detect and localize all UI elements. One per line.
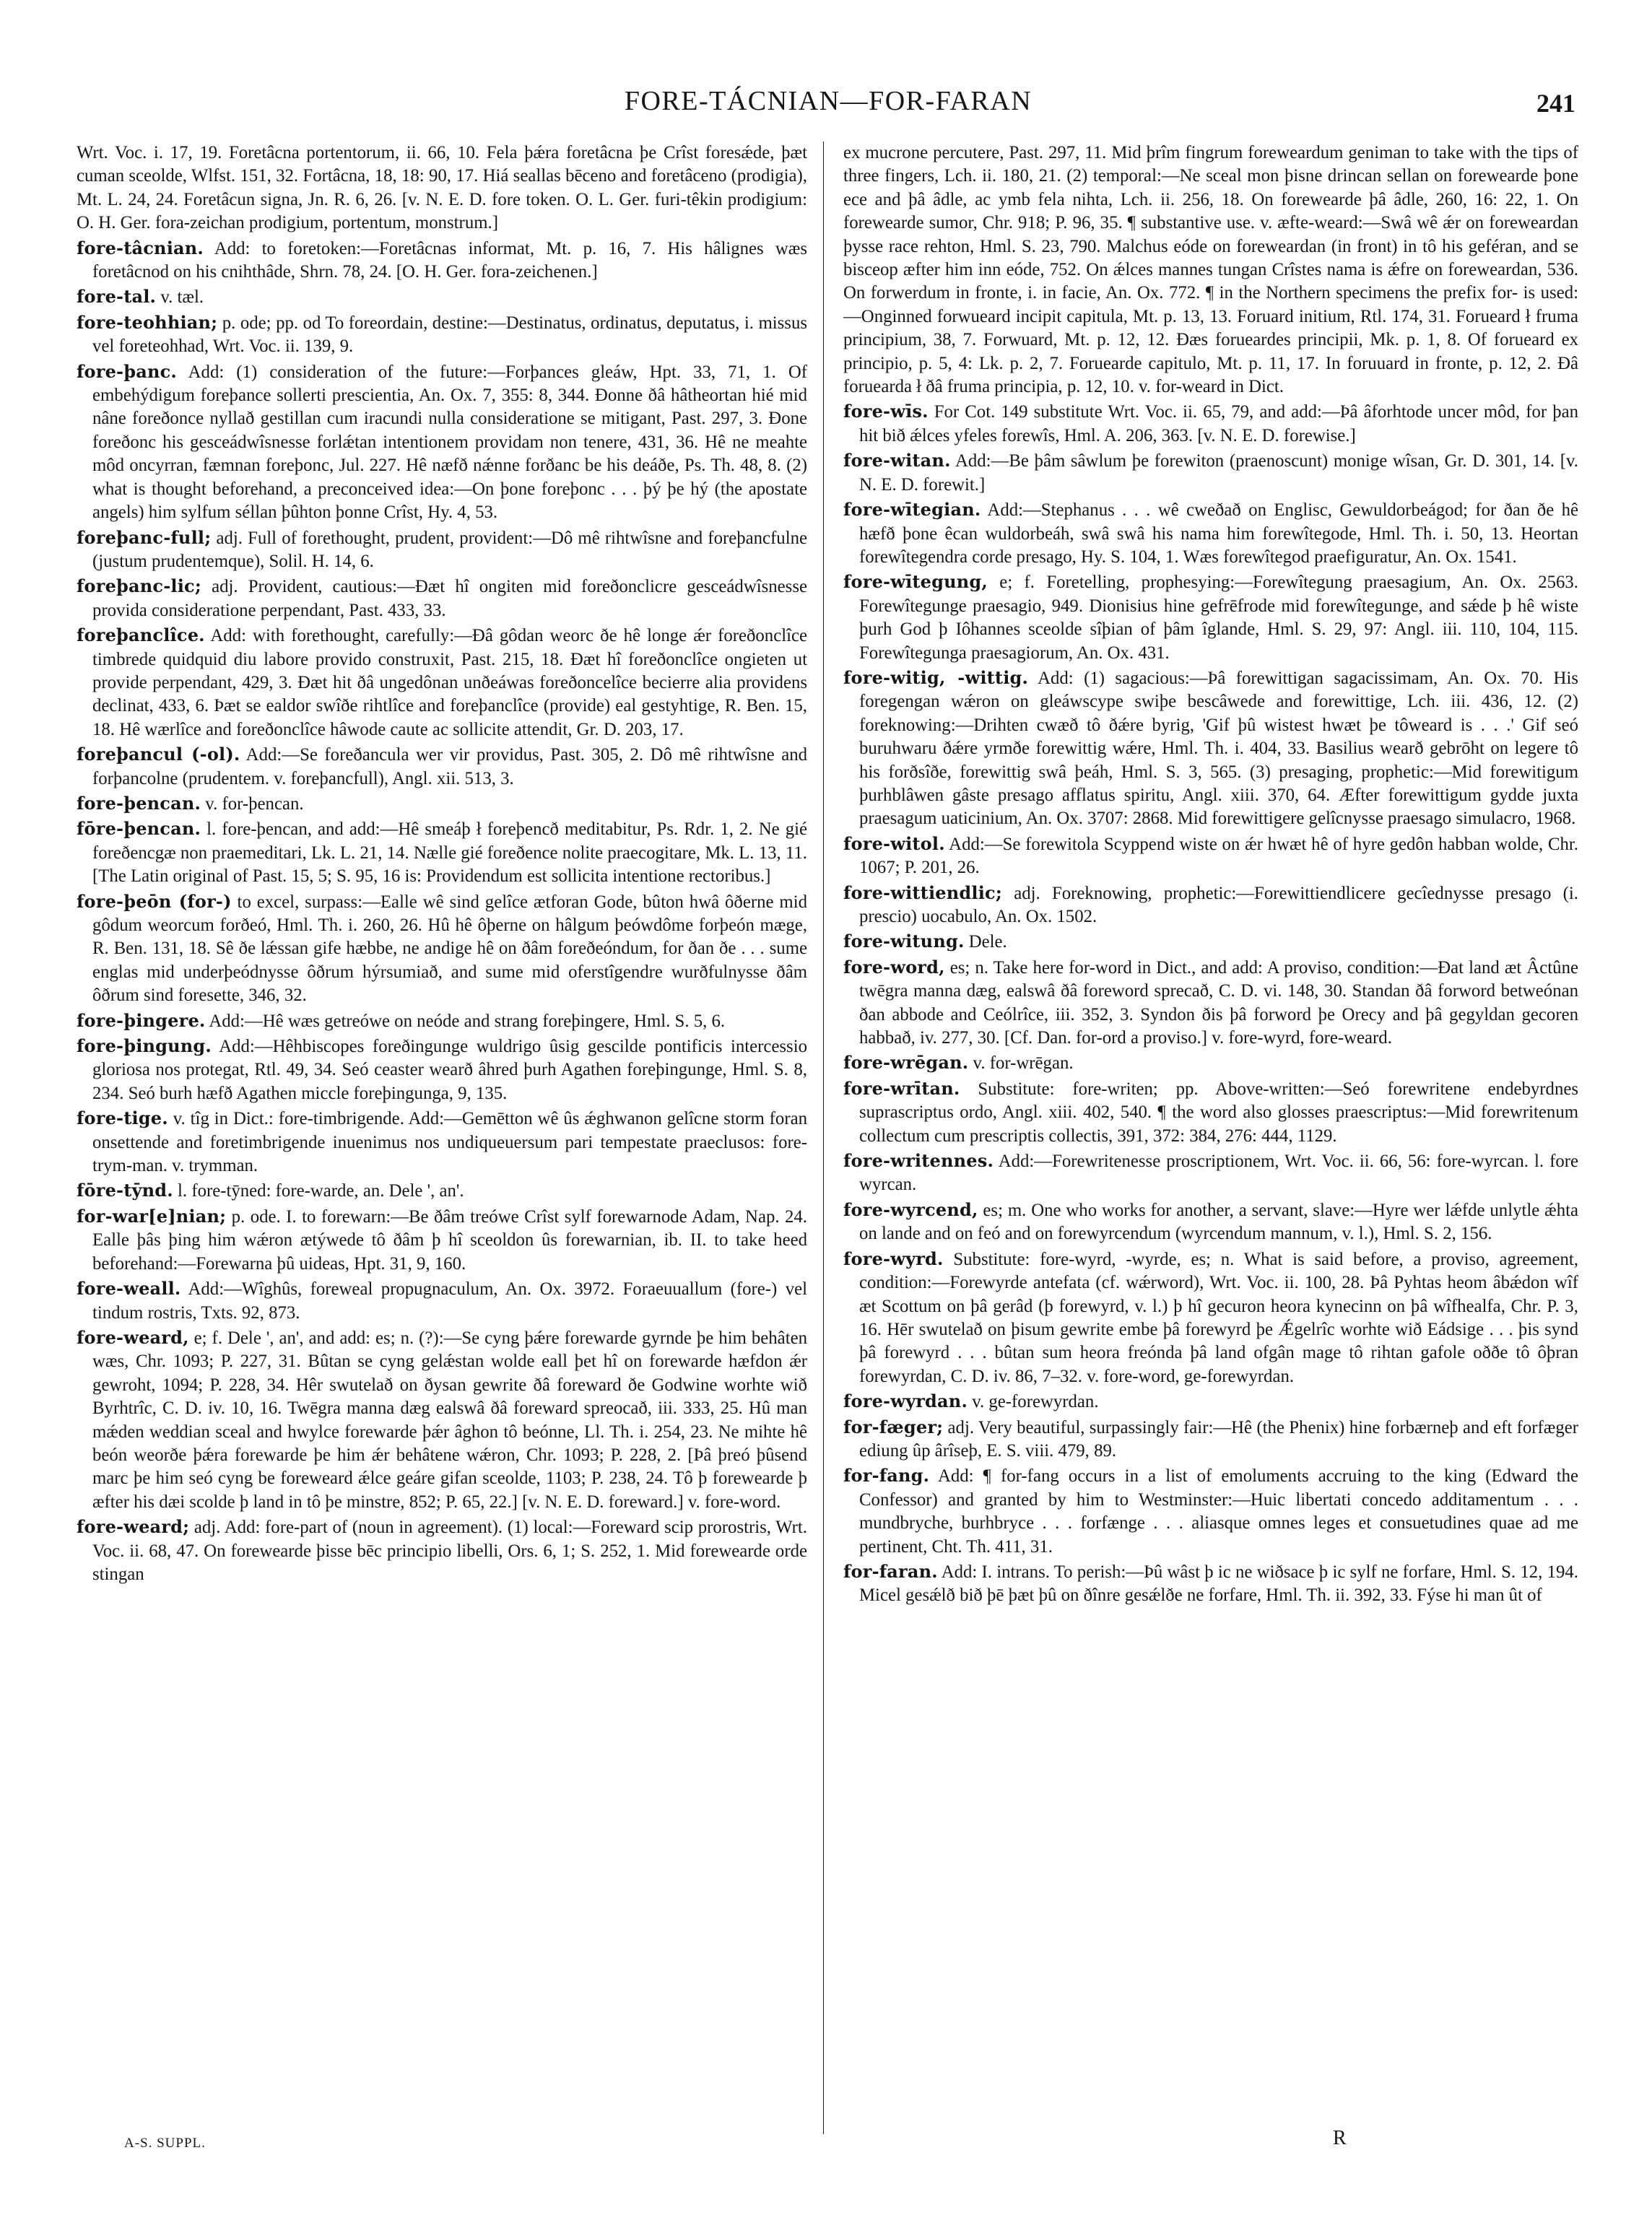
entry-text: Dele. xyxy=(964,932,1007,952)
dictionary-entry xyxy=(843,1560,1578,1608)
entry-headword: fore-wittiendlic; xyxy=(843,882,1002,903)
entry-text: Add: ¶ for-fang occurs in a list of emoluments accruing to the king (Edward the Confessor) and granted by him to Westminster:—Huic libertati concedo additamentum . . . mundbryche, burhbryce . . . forfænge . . . aliasque omnes leges et consuetudines quae ad me pertinent, Cht. Th. 411, 31. xyxy=(859,1466,1578,1557)
entry-text: For Cot. 149 substitute Wrt. Voc. ii. 65, 79, and add:—Þâ âforhtode uncer môd, for þan hit bið ǽlces yfeles forewîs, Hml. A. 206, 363. [v. N. E. D. forewise.] xyxy=(859,402,1578,445)
entry-text: Wrt. Voc. i. 17, 19. Foretâcna portentorum, ii. 66, 10. Fela þǽra foretâcna þe Crîst foresǽde, þæt cuman sceolde, Wlfst. 151, 32. Fortâcna, 18, 18: 90, 17. Hiá seallas bēceno and foretâceno (prodigia), Mt. L. 24, 24. Foretâcun signa, Jn. R. 6, 26. [v. N. E. D. fore token. O. L. Ger. furi-têkin prodigium: O. H. Ger. fora-zeichan prodigium, portentum, monstrum.] xyxy=(77,143,807,233)
entry-headword: fore-witan. xyxy=(843,450,951,471)
dictionary-entry xyxy=(843,498,1578,569)
entry-text: v. tîg in Dict.: fore-timbrigende. Add:—Gemētton wê ûs ǽghwanon gelîcne storm foran onsettende and foretimbrigende inuenimus nos undiqueuersum pari tempestate praeclusos: fore-trym-man. v. trymman. xyxy=(92,1109,807,1176)
entry-headword: fore-weall. xyxy=(77,1278,181,1300)
dictionary-entry xyxy=(77,575,807,622)
entry-headword: fōre-tȳnd. xyxy=(77,1180,173,1201)
entry-text: adj. Provident, cautious:—Ðæt hî ongiten mid foreðonclicre gesceádwîsnesse provida consideratione perpendant, Past. 433, 33. xyxy=(92,577,807,620)
dictionary-entry xyxy=(77,285,807,309)
entry-text: Add: (1) consideration of the future:—Forþances gleáw, Hpt. 33, 71, 1. Of embehýdigum foreþance sollerti prescientia, An. Ox. 7, 355: 8, 344. Ðonne ðâ hâtheortan hié mid nâne foreðonce nyllað gestillan cum iracundi nulla consideratione se mitigant, Past. 297, 3. Ðone foreðonc his gesceádwîsnesse forlǽtan intentionem providam non tenere, 431, 36. Hê ne meahte môd oncyrran, fæmnan foreþonc, Jul. 227. Hê næfð nǽnne forðanc be his deáðe, Ps. Th. 48, 8. (2) what is thought beforehand, a preconceived idea:—On þone foreþonc . . . þý þe hý (the apostate angels) him sylfum séllan þûhton þonne Crîst, Hy. 4, 53. xyxy=(92,362,807,523)
entry-headword: foreþancul (-ol). xyxy=(77,744,240,765)
dictionary-entry xyxy=(843,1051,1578,1075)
entry-headword: for-fæger; xyxy=(843,1416,944,1437)
entry-text: Add: I. intrans. To perish:—Þû wâst þ ic ne wiðsace þ ic sylf ne forfare, Hml. S. 12, 194. Micel gesǽlð bið þē þæt þû on ðînre gesǽlðe ne forfare, Hml. Th. ii. 392, 33. Fýse hi man ût of xyxy=(859,1562,1578,1606)
entry-text: Add:—Forewritenesse proscriptionem, Wrt. Voc. ii. 66, 56: fore-wyrcan. l. fore wyrcan. xyxy=(859,1152,1578,1195)
entry-headword: foreþanc-lic; xyxy=(77,575,201,597)
entry-text: Substitute: fore-writen; pp. Above-written:—Seó forewritene endebyrdnes suprascriptus ordo, Angl. xiii. 402, 540. ¶ the word also glosses praescriptus:—Mid forewritenum collectum cum prescriptis collectis, 391, 372: 384, 276: 444, 1129. xyxy=(859,1079,1578,1146)
entry-text: e; f. Dele ', an', and add: es; n. (?):—Se cyng þǽre forewarde gyrnde þe him behâten wæs, Chr. 1093; P. 227, 31. Bûtan se cyng gelǽstan wolde eall þet hî on forewarde hæfdon ǽr gewroht, 1094; P. 228, 34. Hêr swutelað on ðysan gewrite ðâ foreward ðe Godwine worhte wið Byrhtrîc, C. D. iv. 10, 16. Twēgra manna dæg ealswâ ðâ foreward spreocað, iii. 333, 25. Hû man mǽden weddian sceal and hwylce forewarde þǽr âghon tô beónne, Ll. Th. i. 254, 23. Ne mihte hê beón weorðe þǽra forewarde þe him ǽr behâtene wǽron, Chr. 1093; P. 228, 2. [Þâ þreó þûsend marc þe him seó cyng be foreweard ǽlce geáre gifan sceolde, 1103; P. 238, 24. Tô þ forewearde þ æfter his dæi scolde þ land in tô þe minstre, 852; P. 65, 22.] [v. N. E. D. foreward.] v. fore-word. xyxy=(92,1328,807,1512)
entry-text: v. for-wrēgan. xyxy=(968,1053,1074,1074)
entry-text: Substitute: fore-wyrd, -wyrde, es; n. What is said before, a proviso, agreement, condition:—Forewyrde antefata (cf. wǽrword), Wrt. Voc. ii. 100, 28. Þâ Pyhtas heom âbǽdon wîf æt Scottum on þâ gerâd (þ forewyrd, v. l.) þ hî gecuron heora kynecinn on þâ wîfhealfa, Chr. P. 3, 16. Hēr swutelað on þisum gewrite embe þâ forewyrd þe Ǽgelrîc worhte wið Eádsige . . . þis synd þâ forewyrd . . . bûtan sum heora freónda þâ land ofgân mage tô rihtan gafole oððe tô ôþran forewyrdan, C. D. iv. 86, 7–32. v. fore-word, ge-forewyrdan. xyxy=(859,1249,1578,1386)
dictionary-entry xyxy=(77,792,807,816)
entry-headword: fore-wyrcend, xyxy=(843,1198,978,1220)
entry-headword: fore-wrītan. xyxy=(843,1077,960,1099)
dictionary-entry xyxy=(77,142,807,235)
entry-headword: fore-wītegung, xyxy=(843,571,988,593)
dictionary-entry xyxy=(843,1248,1578,1388)
entry-text: l. fore-þencan, and add:—Hê smeáþ ł foreþencð meditabitur, Ps. Rdr. 1, 2. Ne gié foreðencgæ non praemeditari, Lk. L. 21, 14. Nælle gié foreðence nolite praecogitare, Mk. L. 13, 11. [The Latin original of Past. 15, 5; S. 95, 16 is: Providendum est sollicita intentione rectoribus.] xyxy=(92,819,807,887)
dictionary-entry xyxy=(77,1035,807,1105)
entry-headword: fore-wīs. xyxy=(843,401,929,422)
entry-headword: fore-tâcnian. xyxy=(77,237,204,258)
dictionary-entry xyxy=(843,1390,1578,1414)
dictionary-entry xyxy=(843,882,1578,929)
dictionary-entry xyxy=(77,311,807,359)
entry-headword: fore-witol. xyxy=(843,832,945,854)
dictionary-entry xyxy=(77,1515,807,1586)
entry-text: v. ge-forewyrdan. xyxy=(968,1392,1099,1412)
entry-text: l. fore-tȳned: fore-warde, an. Dele ', an'. xyxy=(173,1181,464,1201)
dictionary-entry xyxy=(77,1179,807,1203)
entry-headword: fore-wītegian. xyxy=(843,499,981,521)
entry-text: es; n. Take here for-word in Dict., and add: A proviso, condition:—Ðat land æt Âctûne twēgra manna dæg, ealswâ ðâ foreword sprecað, C. D. vi. 148, 30. Standan ðâ forword betweónan ðan abbode and Ceólrîce, iii. 352, 3. Syndon ðis þâ forword þe Orecy and þâ gegyldan gecoren habbað, iv. 277, 30. [Cf. Dan. for-ord a proviso.] v. fore-wyrd, fore-weard. xyxy=(859,957,1578,1048)
entry-headword: fore-wyrdan. xyxy=(843,1391,968,1412)
signature-mark: R xyxy=(1333,2127,1347,2149)
entry-text: Add:—Se forewitola Scyppend wiste on ǽr hwæt hê of hyre gedôn habban wolde, Chr. 1067; P. 201, 26. xyxy=(859,834,1578,878)
entry-text: Add:—Hê wæs getreówe on neóde and strang foreþingere, Hml. S. 5, 6. xyxy=(205,1011,726,1031)
entry-text: Add:—Se foreðancula wer vir providus, Past. 305, 2. Dô mê rihtwîsne and forþancolne (prudentem. v. foreþancfull), Angl. xii. 513, 3. xyxy=(92,745,807,788)
entry-headword: foreþanc-full; xyxy=(77,526,212,548)
dictionary-entry xyxy=(843,449,1578,497)
dictionary-entry xyxy=(77,1009,807,1033)
dictionary-entry xyxy=(77,1326,807,1514)
entry-headword: fore-witig, -wittig. xyxy=(843,666,1029,688)
entry-headword: fore-weard, xyxy=(77,1326,189,1348)
dictionary-entry xyxy=(843,832,1578,880)
dictionary-entry xyxy=(77,624,807,741)
entry-headword: fore-þeōn (for-) xyxy=(77,890,232,912)
dictionary-entry xyxy=(77,743,807,791)
entry-headword: fore-þencan. xyxy=(77,792,201,814)
entry-headword: fore-teohhian; xyxy=(77,311,218,333)
dictionary-entry xyxy=(77,360,807,525)
entry-headword: fore-þanc. xyxy=(77,360,177,382)
entry-text: p. ode; pp. od To foreordain, destine:—Destinatus, ordinatus, deputatus, i. missus vel foreteohhad, Wrt. Voc. ii. 139, 9. xyxy=(92,313,807,357)
entry-text: Add:—Hêhbiscopes foreðingunge wuldrigo ûsig gescilde pontificis intercessio gloriosa nos protegat, Rtl. 49, 34. Seó ceaster wearð âhred þurh Agathen foreþingunge, Hml. S. 8, 234. Seó burh hæfð Agathen miccle foreþingunga, 9, 135. xyxy=(92,1037,807,1103)
entry-headword: fore-þingere. xyxy=(77,1009,206,1031)
entry-text: Add:—Be þâm sâwlum þe forewiton (praenoscunt) monige wîsan, Gr. D. 301, 14. [v. N. E. D. forewit.] xyxy=(859,451,1578,495)
page-number: 241 xyxy=(1536,89,1575,118)
column-divider xyxy=(823,142,824,2134)
entry-text: adj. Very beautiful, surpassingly fair:—Hê (the Phenix) hine forbærneþ and eft forfæger ediung ûp ârîseþ, E. S. viii. 479, 89. xyxy=(859,1417,1578,1461)
dictionary-entry xyxy=(843,142,1578,399)
entry-headword: fore-witung. xyxy=(843,931,965,952)
dictionary-entry xyxy=(843,956,1578,1050)
printer-signature: A-S. SUPPL. xyxy=(124,2136,206,2151)
entry-text: adj. Foreknowing, prophetic:—Forewittiendlicere gecîednysse presago (i. prescio) uocabulo, An. Ox. 1502. xyxy=(859,883,1578,926)
entry-headword: fore-weard; xyxy=(77,1516,190,1538)
page-header xyxy=(77,85,1580,123)
dictionary-entry xyxy=(843,400,1578,448)
entry-headword: fore-wrēgan. xyxy=(843,1052,969,1074)
dictionary-entry xyxy=(77,526,807,574)
entry-text: p. ode. I. to forewarn:—Be ðâm treówe Crîst sylf forewarnode Adam, Nap. 24. Ealle þâs þing him wǽron ætýwede tô ðâm þ hî sceoldon ûs forewarnian, ib. II. to take heed beforehand:—Forewarna þû uideas, Hpt. 31, 9, 160. xyxy=(92,1206,807,1274)
entry-headword: fore-wyrd. xyxy=(843,1248,944,1269)
dictionary-entry xyxy=(843,1149,1578,1197)
dictionary-entry xyxy=(843,570,1578,665)
entry-headword: for-war[e]nian; xyxy=(77,1205,227,1227)
dictionary-entry xyxy=(843,1416,1578,1463)
dictionary-entry xyxy=(843,666,1578,831)
entry-headword: foreþanclîce. xyxy=(77,625,205,646)
entry-text: Add: to foretoken:—Foretâcnas informat, Mt. p. 16, 7. His hâlignes wæs foretâcnod on his cnihthâde, Shrn. 78, 24. [O. H. Ger. fora-zeichenen.] xyxy=(92,238,807,282)
right-column xyxy=(843,142,1578,2163)
entry-headword: for-fang. xyxy=(843,1465,930,1487)
dictionary-entry xyxy=(77,1107,807,1178)
entry-text: v. tæl. xyxy=(156,287,204,308)
entry-text: adj. Full of forethought, prudent, provident:—Dô mê rihtwîsne and foreþancfulne (justum prudentemque), Solil. H. 14, 6. xyxy=(92,528,807,571)
dictionary-entry xyxy=(843,1198,1578,1246)
dictionary-entry xyxy=(77,817,807,888)
dictionary-entry xyxy=(843,1464,1578,1559)
entry-text: adj. Add: fore-part of (noun in agreement). (1) local:—Foreward scip prorostris, Wrt. Voc. ii. 68, 47. On forewearde þisse bēc principio libelli, Ors. 6, 1; S. 252, 1. Mid forewearde orde stingan xyxy=(92,1518,807,1584)
running-head: FORE-TÁCNIAN—FOR-FARAN xyxy=(624,86,1032,116)
entry-text: to excel, surpass:—Ealle wê sind gelîce ætforan Gode, bûton hwâ ôðerne mid gôdum weorcum forðeó, Hml. Th. i. 260, 26. Hû hê ôþerne on hâlgum þeówdôme forþeón mæge, R. Ben. 131, 18. Sê ðe lǽssan gife hæbbe, ne andige hê on ðâm foreðeóndum, for ðan ðe . . . sume englas mid underþeódnysse ôðrum hýrsumiað, and sume mid oferstîgendre wurðfulnysse ðâm ôðrum sind foresette, 346, 32. xyxy=(92,892,807,1006)
entry-headword: fōre-þencan. xyxy=(77,818,201,840)
dictionary-entry xyxy=(77,1277,807,1325)
entry-text: v. for-þencan. xyxy=(201,793,304,814)
dictionary-entry xyxy=(843,1077,1578,1148)
entry-text: Add:—Stephanus . . . wê cweðað on Englisc, Gewuldorbeágod; for ðan ðe hê hæfð þone êcan wuldorbeáh, swâ swâ his nama him forewîtegode, Hml. Th. i. 50, 13. Heortan forewîtegendra corde presago, Hy. S. 104, 1. Wæs forewîtegod praefiguratur, An. Ox. 1541. xyxy=(859,500,1578,567)
entry-headword: fore-writennes. xyxy=(843,1150,994,1172)
entry-headword: fore-þingung. xyxy=(77,1035,212,1057)
entry-headword: fore-word, xyxy=(843,956,945,978)
left-column xyxy=(77,142,807,2163)
entry-text: e; f. Foretelling, prophesying:—Forewîtegung praesagium, An. Ox. 2563. Forewîtegunge praesagio, 949. Dionisius hine gefrēfrode mid forewîtegunge, and sǽde þ hê wiste þurh God þ Iôhannes sceolde sîþian of þâm îglande, Hml. S. 29, 97: Angl. iii. 110, 104, 115. Forewîtegunga praesagiorum, An. Ox. 431. xyxy=(859,573,1578,663)
dictionary-entry xyxy=(77,237,807,284)
dictionary-entry xyxy=(77,890,807,1008)
dictionary-entry xyxy=(77,1205,807,1276)
entry-text: Add:—Wîghûs, foreweal propugnaculum, An. Ox. 3972. Foraeuuallum (fore-) vel tindum rostris, Txts. 92, 873. xyxy=(92,1279,807,1323)
entry-headword: fore-tal. xyxy=(77,286,157,308)
dictionary-entry xyxy=(843,930,1578,954)
entry-text: ex mucrone percutere, Past. 297, 11. Mid þrîm fingrum foreweardum geniman to take with the tips of three fingers, Lch. ii. 180, 21. (2) temporal:—Ne sceal mon þisne drincan sellan on forewearde þone ece and þâ âdle, ac ymb fela nihta, Lch. ii. 256, 18. On forewearde þâ âdle, 260, 16: 22, 1. On forewearde sumor, Chr. 918; P. 96, 35. ¶ substantive use. v. æfte-weard:—Swâ wê ǽr on foreweardan þysse race rehton, Hml. S. 23, 790. Malchus eóde on foreweardan (in front) in tô his geféran, and se bisceop æfter him inn eóde, 752. On ǽlces mannes tungan Crîstes nama is ǽfre on foreweardan, 536. On forwerdum in fronte, i. in facie, An. Ox. 772. ¶ in the Northern specimens the prefix for- is used:—Onginned forwueard incipit capitula, Mt. p. 13, 13. Foruard initium, Rtl. 174, 31. Forueard ł fruma principium, 38, 7. Forwuard, Mt. p. 12, 12. Ðæs forueardes principii, Mk. p. 1, 8. Of forueard ex principio, p. 5, 4: Lk. p. 2, 7. Foruearde capitulo, Mt. p. 11, 17. In foruuard in fronte, p. 12, 2. Ðâ foruearda ł ðâ fruma principia, p. 12, 10. v. for-weard in Dict. xyxy=(843,143,1578,397)
entry-text: es; m. One who works for another, a servant, slave:—Hyre wer lǽfde unlytle ǽhta on lande and on feó and on forewyrcendum (wyrcendum mannum, v. l.), Hml. S. 2, 156. xyxy=(859,1200,1578,1244)
entry-headword: for-faran. xyxy=(843,1560,938,1582)
entry-headword: fore-tige. xyxy=(77,1108,168,1129)
entry-text: Add: with forethought, carefully:—Ðâ gôdan weorc ðe hê longe ǽr foreðonclîce timbrede quidquid diu labore provido construxit, Past. 215, 18. Ðæt hî foreðonclîce ongieten ut provide perpendant, 429, 3. Ðæt hit ðâ ungedônan unðeáwas foreðoncelîce becierre alia providens declinat, 433, 6. Þæt se ealdor swîðe rihtlîce and foreþanclîce (provide) eal gestyhtige, R. Ben. 15, 18. Hê wærlîce and foreðonclîce hâwode caute ac sollicite attendit, Gr. D. 203, 17. xyxy=(92,626,807,739)
entry-text: Add: (1) sagacious:—Þâ forewittigan sagacissimam, An. Ox. 70. His foregengan wǽron on gleáwscype swiþe bescâwede and forewittige, Lch. iii. 436, 12. (2) foreknowing:—Drihten cwæð tô ðǽre byrig, 'Gif þû wistest hwæt þe tôweard is . . .' Gif seó buruhwaru ðǽre yrmðe forewittig wǽre, Hml. Th. i. 404, 33. Basilius wearð gebrōht on legere tô his forðsîðe, forewittig swâ þeáh, Hml. S. 3, 565. (3) presaging, prophetic:—Mid forewitigum þurhblâwen gâste presago afflatus spiritu, Angl. xiii. 370, 64. Æfter forewittigum gydde juxta praesagum uaticinium, An. Ox. 3707: 2868. Mid forewittigere gelîcnysse praesago simulacro, 1968. xyxy=(859,668,1578,829)
